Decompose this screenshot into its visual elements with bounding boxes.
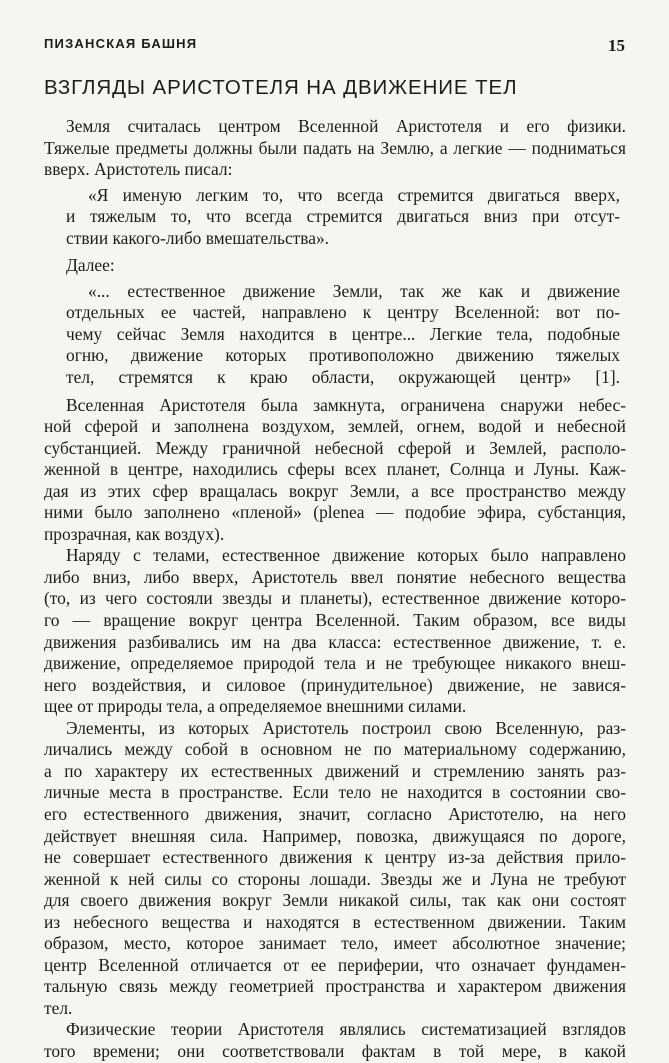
- text-line: вверх. Аристотель писал:: [44, 159, 233, 180]
- text-line: дая из этих сфер вращалась вокруг Земли, а все пространство между: [44, 480, 626, 501]
- text-line: Наряду с телами, естественное движение которых было направлено: [66, 545, 626, 566]
- text-line: ними было заполнено «пленой» (plenea — подобие эфира, субстанция,: [44, 502, 626, 523]
- paragraph: [44, 545, 626, 717]
- text-line: щее от природы тела, а определяемое внешними силами.: [44, 696, 467, 717]
- quote-line: ствии какого-либо вмешательства».: [66, 227, 330, 248]
- section-title: ВЗГЛЯДЫ АРИСТОТЕЛЯ НА ДВИЖЕНИЕ ТЕЛ: [44, 76, 518, 99]
- text-line: субстанцией. Между граничной небесной сферой и Землей, располо-: [44, 437, 626, 458]
- paragraph: [44, 1019, 626, 1062]
- quote-line: чему сейчас Земля находится в центре... Легкие тела, подобные: [66, 323, 620, 344]
- text-line: того времени; они соответствовали фактам в той мере, в какой: [44, 1040, 626, 1061]
- text-line: (то, из чего состояли звезды и планеты), естественное движение которо-: [44, 588, 626, 609]
- text-line: либо вниз, либо вверх, Аристотель ввел понятие небесного вещества: [44, 566, 626, 587]
- text-line: из небесного вещества и находятся в естественном движении. Таким: [44, 911, 626, 932]
- text-line: для своего движения вокруг Земли никакой силы, так как они состоят: [44, 890, 626, 911]
- text-line: Вселенная Аристотеля была замкнута, ограничена снаружи небес-: [66, 394, 626, 415]
- paragraph: [44, 255, 626, 277]
- text-line: не совершает естественного движения к центру из-за действия прило-: [44, 847, 626, 868]
- paragraph: [44, 718, 626, 1020]
- text-line: а по характеру их естественных движений и стремлению занять раз-: [44, 760, 626, 781]
- text-line: Элементы, из которых Аристотель построил свою Вселенную, раз-: [66, 717, 626, 738]
- text-line: Физические теории Аристотеля являлись систематизацией взглядов: [66, 1019, 626, 1040]
- quote-line: тел, стремятся к краю области, окружающей центр» [1].: [66, 367, 620, 388]
- text-line: движение, определяемое природой тела и не требующее никакого внеш-: [44, 653, 626, 674]
- text-line: центр Вселенной отличается от ее периферии, что означает фундамен-: [44, 954, 626, 975]
- block-quote: [44, 185, 626, 250]
- text-line: тальную связь между геометрией пространства и характером движения: [44, 976, 626, 997]
- text-line: Тяжелые предметы должны были падать на Землю, а легкие — подниматься: [44, 137, 626, 158]
- text-line: женной в центре, находились сферы всех планет, Солнца и Луны. Каж-: [44, 459, 626, 480]
- text-line: действует внешняя сила. Например, повозка, движущаяся по дороге,: [44, 825, 626, 846]
- text-line: личались между собой в основном не по материальному содержанию,: [44, 739, 626, 760]
- text-line: личные места в пространстве. Если тело не находится в состоянии сво-: [44, 782, 626, 803]
- paragraph: [44, 116, 626, 181]
- text-line: Далее:: [66, 255, 115, 276]
- text-line: прозрачная, как воздух).: [44, 523, 225, 544]
- text-line: го — вращение вокруг центра Вселенной. Таким образом, все виды: [44, 610, 626, 631]
- paragraph: [44, 395, 626, 546]
- page-number: 15: [608, 36, 625, 55]
- text-line: его естественного движения, значит, согласно Аристотелю, на него: [44, 803, 626, 824]
- running-head: ПИЗАНСКАЯ БАШНЯ: [44, 36, 198, 51]
- quote-line: «... естественное движение Земли, так же как и движение: [88, 280, 620, 301]
- quote-line: и тяжелым то, что всегда стремится двигаться вниз при отсут-: [66, 206, 620, 227]
- text-line: женной к ней силы со стороны лошади. Звезды же и Луна не требуют: [44, 868, 626, 889]
- text-line: образом, место, которое занимает тело, имеет абсолютное значение;: [44, 933, 626, 954]
- body-text: [44, 116, 626, 1063]
- text-line: ной сферой и заполнена воздухом, землей, огнем, водой и небесной: [44, 416, 626, 437]
- text-line: него воздействия, и силовое (принудительное) движение, не завися-: [44, 674, 626, 695]
- text-line: Земля считалась центром Вселенной Аристотеля и его физики.: [66, 116, 626, 136]
- quote-line: огню, движение которых противоположно движению тяжелых: [66, 345, 620, 366]
- text-line: тел.: [44, 997, 73, 1018]
- quote-line: отдельных ее частей, направлено к центру Вселенной: вот по-: [66, 302, 620, 323]
- text-line: движения разбивались им на два класса: естественное движение, т. е.: [44, 631, 626, 652]
- quote-line: «Я именую легким то, что всегда стремится двигаться вверх,: [88, 184, 620, 205]
- block-quote: [44, 281, 626, 389]
